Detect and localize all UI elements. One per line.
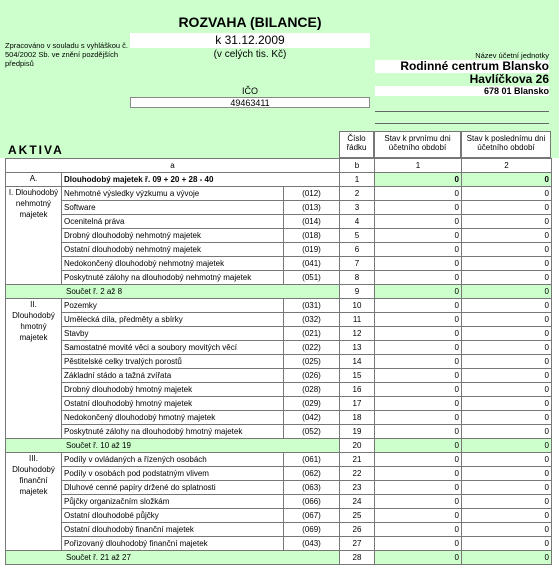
account-code: (069) (284, 523, 340, 537)
table-row (6, 201, 552, 215)
ico-value: 49463411 (130, 97, 370, 108)
row-number: 16 (340, 383, 375, 397)
value-end[interactable]: 0 (462, 271, 552, 285)
balance-table (5, 158, 552, 565)
table-row-subtotal (6, 551, 552, 565)
group-label: III. Dlouhodobý finanční majetek (6, 453, 62, 551)
value-end[interactable]: 0 (462, 257, 552, 271)
col-2-label: 2 (462, 159, 552, 173)
account-code: (052) (284, 425, 340, 439)
row-text: Dluhové cenné papíry držené do splatnosti (62, 481, 284, 495)
value-end[interactable]: 0 (462, 173, 552, 187)
value-start[interactable]: 0 (375, 173, 462, 187)
row-number: 8 (340, 271, 375, 285)
row-text: Ostatní dlouhodobý nehmotný majetek (62, 243, 284, 257)
row-text: Drobný dlouhodobý nehmotný majetek (62, 229, 284, 243)
row-number: 13 (340, 341, 375, 355)
value-end[interactable]: 0 (462, 509, 552, 523)
account-code: (062) (284, 467, 340, 481)
value-start[interactable]: 0 (375, 397, 462, 411)
value-end[interactable]: 0 (462, 243, 552, 257)
value-start[interactable]: 0 (375, 229, 462, 243)
row-text: Pozemky (62, 299, 284, 313)
table-row (6, 453, 552, 467)
value-end[interactable]: 0 (462, 299, 552, 313)
col-row-number-header: Číslo řádku (339, 131, 374, 158)
row-text: Samostatné movité věci a soubory movitých věcí (62, 341, 284, 355)
row-text: Základní stádo a tažná zvířata (62, 369, 284, 383)
value-start[interactable]: 0 (375, 257, 462, 271)
row-number: 11 (340, 313, 375, 327)
table-row (6, 187, 552, 201)
entity-name: Rodinné centrum Blansko (375, 60, 549, 73)
table-row (6, 495, 552, 509)
subtotal-text: Součet ř. 10 až 19 (6, 439, 340, 453)
table-row (6, 299, 552, 313)
value-end[interactable]: 0 (462, 523, 552, 537)
row-number: 19 (340, 425, 375, 439)
value-start[interactable]: 0 (375, 313, 462, 327)
row-number: 14 (340, 355, 375, 369)
row-text: Stavby (62, 327, 284, 341)
row-number: 5 (340, 229, 375, 243)
value-start[interactable]: 0 (375, 383, 462, 397)
row-text: Drobný dlouhodobý hmotný majetek (62, 383, 284, 397)
subtotal-text: Součet ř. 21 až 27 (6, 551, 340, 565)
value-start[interactable]: 0 (375, 509, 462, 523)
row-number: 18 (340, 411, 375, 425)
group-label: I. Dlouhodobý nehmotný majetek (6, 187, 62, 285)
value-start[interactable]: 0 (375, 271, 462, 285)
units-note: (v celých tis. Kč) (213, 49, 287, 60)
value-start[interactable]: 0 (375, 355, 462, 369)
account-code: (061) (284, 453, 340, 467)
value-end[interactable]: 0 (462, 397, 552, 411)
ico-label: IČO (241, 86, 258, 96)
value-end[interactable]: 0 (462, 201, 552, 215)
table-row (6, 509, 552, 523)
account-code: (022) (284, 341, 340, 355)
account-code: (028) (284, 383, 340, 397)
value-start[interactable]: 0 (375, 453, 462, 467)
table-row-subtotal (6, 285, 552, 299)
value-start[interactable]: 0 (375, 285, 462, 299)
row-number: 21 (340, 453, 375, 467)
table-row (6, 257, 552, 271)
table-row (6, 327, 552, 341)
value-end[interactable]: 0 (462, 467, 552, 481)
row-number: 12 (340, 327, 375, 341)
entity-street: Havlíčkova 26 (469, 72, 549, 86)
value-end[interactable]: 0 (462, 327, 552, 341)
entity-label: Název účetní jednotky (475, 51, 549, 60)
value-start[interactable]: 0 (375, 327, 462, 341)
value-start[interactable]: 0 (375, 439, 462, 453)
row-number: 4 (340, 215, 375, 229)
table-row (6, 467, 552, 481)
account-code: (043) (284, 537, 340, 551)
entity-city: 678 01 Blansko (375, 86, 549, 96)
account-code: (025) (284, 355, 340, 369)
row-number: 26 (340, 523, 375, 537)
value-start[interactable]: 0 (375, 425, 462, 439)
value-end[interactable]: 0 (462, 495, 552, 509)
row-text: Nehmotné výsledky výzkumu a vývoje (62, 187, 284, 201)
table-row (6, 271, 552, 285)
account-code: (066) (284, 495, 340, 509)
row-text: Pořizovaný dlouhodobý finanční majetek (62, 537, 284, 551)
account-code: (031) (284, 299, 340, 313)
value-end[interactable]: 0 (462, 453, 552, 467)
row-number: 24 (340, 495, 375, 509)
account-code: (067) (284, 509, 340, 523)
table-row (6, 243, 552, 257)
row-text: Umělecká díla, předměty a sbírky (62, 313, 284, 327)
value-start[interactable]: 0 (375, 187, 462, 201)
value-start[interactable]: 0 (375, 551, 462, 565)
account-code: (018) (284, 229, 340, 243)
value-end[interactable]: 0 (462, 481, 552, 495)
row-text: Ostatní dlouhodobé půjčky (62, 509, 284, 523)
value-start[interactable]: 0 (375, 495, 462, 509)
table-row (6, 313, 552, 327)
value-end[interactable]: 0 (462, 285, 552, 299)
row-number: 22 (340, 467, 375, 481)
value-start[interactable]: 0 (375, 369, 462, 383)
row-number: 3 (340, 201, 375, 215)
account-code: (029) (284, 397, 340, 411)
account-code: (026) (284, 369, 340, 383)
table-row-total (6, 173, 552, 187)
row-number: 27 (340, 537, 375, 551)
account-code: (019) (284, 243, 340, 257)
column-letter-row (6, 159, 552, 173)
row-text: Nedokončený dlouhodobý hmotný majetek (62, 411, 284, 425)
value-end[interactable]: 0 (462, 215, 552, 229)
row-number: 9 (340, 285, 375, 299)
row-number: 2 (340, 187, 375, 201)
divider-line (375, 111, 549, 112)
value-end[interactable]: 0 (462, 551, 552, 565)
table-row (6, 411, 552, 425)
value-start[interactable]: 0 (375, 523, 462, 537)
value-end[interactable]: 0 (462, 341, 552, 355)
value-start[interactable]: 0 (375, 299, 462, 313)
row-number: 15 (340, 369, 375, 383)
col-end-header: Stav k poslednímu dni účetního období (461, 131, 551, 158)
table-row-subtotal (6, 439, 552, 453)
account-code: (012) (284, 187, 340, 201)
table-row (6, 397, 552, 411)
table-row (6, 229, 552, 243)
value-end[interactable]: 0 (462, 369, 552, 383)
row-number: 25 (340, 509, 375, 523)
group-label: II. Dlouhodobý hmotný majetek (6, 299, 62, 439)
account-code: (014) (284, 215, 340, 229)
value-end[interactable]: 0 (462, 537, 552, 551)
row-text: Podíly v ovládaných a řízených osobách (62, 453, 284, 467)
account-code: (041) (284, 257, 340, 271)
value-end[interactable]: 0 (462, 411, 552, 425)
row-number: 23 (340, 481, 375, 495)
row-number: 10 (340, 299, 375, 313)
value-start[interactable]: 0 (375, 481, 462, 495)
account-code: (042) (284, 411, 340, 425)
row-label-a: A. (6, 173, 62, 187)
account-code: (032) (284, 313, 340, 327)
value-end[interactable]: 0 (462, 355, 552, 369)
table-row (6, 425, 552, 439)
subtotal-text: Součet ř. 2 až 8 (6, 285, 340, 299)
value-start[interactable]: 0 (375, 411, 462, 425)
account-code: (051) (284, 271, 340, 285)
row-number: 28 (340, 551, 375, 565)
value-end[interactable]: 0 (462, 187, 552, 201)
value-start[interactable]: 0 (375, 467, 462, 481)
row-number: 6 (340, 243, 375, 257)
row-text: Dlouhodobý majetek ř. 09 + 20 + 28 - 40 (62, 173, 340, 187)
value-end[interactable]: 0 (462, 383, 552, 397)
section-title: AKTIVA (8, 143, 64, 157)
row-number: 1 (340, 173, 375, 187)
value-start[interactable]: 0 (375, 215, 462, 229)
table-row (6, 523, 552, 537)
row-number: 7 (340, 257, 375, 271)
balance-date: k 31.12.2009 (130, 33, 370, 48)
row-text: Ostatní dlouhodobý finanční majetek (62, 523, 284, 537)
row-number: 17 (340, 397, 375, 411)
table-row (6, 215, 552, 229)
col-a-label: a (6, 159, 340, 173)
divider-line (375, 123, 549, 124)
row-text: Ocenitelná práva (62, 215, 284, 229)
value-end[interactable]: 0 (462, 439, 552, 453)
table-row (6, 481, 552, 495)
value-start[interactable]: 0 (375, 243, 462, 257)
row-text: Podíly v osobách pod podstatným vlivem (62, 467, 284, 481)
row-text: Nedokončený dlouhodobý nehmotný majetek (62, 257, 284, 271)
account-code: (063) (284, 481, 340, 495)
row-text: Pěstitelské celky trvalých porostů (62, 355, 284, 369)
row-text: Poskytnuté zálohy na dlouhodobý nehmotný majetek (62, 271, 284, 285)
table-row (6, 383, 552, 397)
table-row (6, 341, 552, 355)
row-text: Software (62, 201, 284, 215)
value-end[interactable]: 0 (462, 425, 552, 439)
value-end[interactable]: 0 (462, 313, 552, 327)
row-text: Půjčky organizačním složkám (62, 495, 284, 509)
row-text: Poskytnuté zálohy na dlouhodobý hmotný majetek (62, 425, 284, 439)
row-text: Ostatní dlouhodobý hmotný majetek (62, 397, 284, 411)
value-start[interactable]: 0 (375, 537, 462, 551)
col-b-label: b (340, 159, 375, 173)
account-code: (013) (284, 201, 340, 215)
row-number: 20 (340, 439, 375, 453)
col-1-label: 1 (375, 159, 462, 173)
table-row (6, 369, 552, 383)
document-title: ROZVAHA (BILANCE) (178, 14, 322, 30)
value-end[interactable]: 0 (462, 229, 552, 243)
account-code: (021) (284, 327, 340, 341)
value-start[interactable]: 0 (375, 341, 462, 355)
table-row (6, 537, 552, 551)
table-row (6, 355, 552, 369)
col-start-header: Stav k prvnímu dni účetního období (374, 131, 461, 158)
legal-note: Zpracováno v souladu s vyhláškou č. 504/2002 Sb. ve znění pozdějších předpisů (5, 41, 128, 68)
value-start[interactable]: 0 (375, 201, 462, 215)
